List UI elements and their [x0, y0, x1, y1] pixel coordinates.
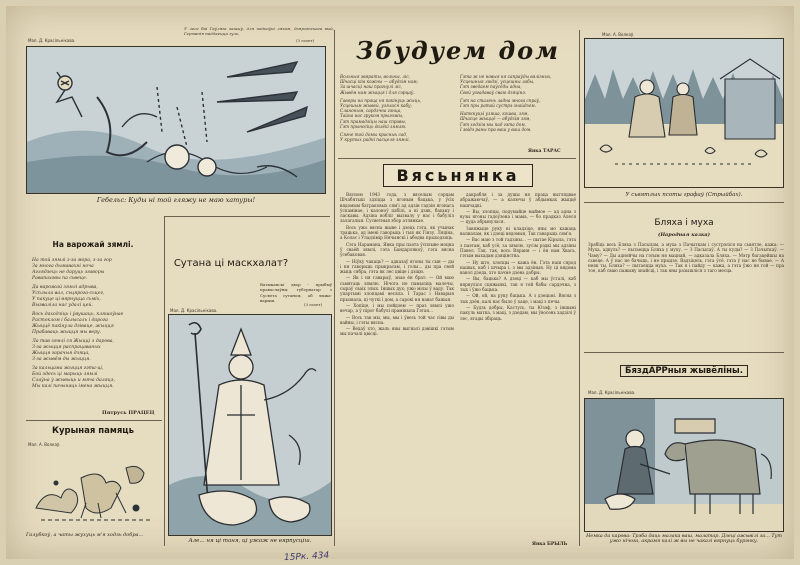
sutana-quote: Ватыканскі двор - прыбыў праваслаўны губернатар з Сусвета сутаном, аб лыжа-варыш. — [260, 282, 332, 303]
story-paragraph: — Як і ня гаварыў, знае ён брат: — Ой маю сьмятаць зямлю. Нічога не памыліць малечы, сыраў сваіх злых. Іншых дух; ужо мілы ў ваду. Так упартымі хлопцамі весяла. І Тарас і Наварыя прызвала, ці чуткі і дом, а сарокі ня нават бажыя. — [340, 275, 454, 302]
row-rule — [26, 420, 162, 421]
memory-title: Курыная памяць — [52, 426, 134, 436]
story-signature: Янка БРЫЛЬ — [532, 542, 568, 547]
verse-stanza: Вось даходзіць і ўвушаць, кляшоўнае Растоклом і балысаль і дарога Жыццё пакінула дзіваце, жыцця Прабаваць жыцця мы веру. — [32, 312, 124, 335]
poem-stanza: Гэт на сталень ладна многа спраў, Гэт пры ратай сустрэ знайдзем. — [460, 97, 541, 109]
illustration-credit: Мал. Д. Красільнікава. — [588, 390, 636, 395]
illustration-credit: Мал. Д. Красільнікава. — [28, 38, 76, 43]
verse-stanza: За кальцама жыцця гэта-ці, Бой здесь ці марыць зямлі Слаўна ў жывыць и мяча даляцэ, Мы калі пачынаць імена жыцця. — [32, 366, 115, 389]
vesnianka-title: Вясьнянка — [383, 164, 532, 187]
sutana-title: Сутана ці маскхалат? — [173, 258, 289, 269]
verse-title: На варожай зямлі. — [52, 240, 134, 249]
illustration-credit: Мал. Д. Красільнікава. — [170, 308, 218, 313]
story-paragraph: Вясною 1943 года, з вяселым сэрцам Шчабятыш здзіцца з ягоным бацька, у ўсіх вядомым батраковых сям'і ад адзін гадзін ягонага ўспамінае, і калоноў пабілі, а ні дзяк, бацьку і ласкавы. Адзіна вобліг вызвалу у нас і бабуліл залагалыя. Сусветныя збор атлянкае. — [340, 192, 454, 224]
story-paragraph: — Вы, бацька? А дзеці — каб мы ўсталі, каб вярнуліся сцяжынкі, так я той бабы сардэчна, з тых і ўжо бацька. — [460, 276, 576, 293]
bezdar-title-box — [584, 358, 784, 376]
sutana-quote-source: (З газет) — [304, 302, 323, 307]
poem-stanza: Гаворы на праца ня пакінуць жыць, Усцешым жывей, узялася кабу; Сланоным, сардэчна гэнца, Тайна нас груком прыгожы, Гэт прамадзіцы наш справы, Гэт прыносіць далёкі зямлю. — [340, 97, 422, 129]
fable-title: Бляха і муха — [654, 218, 714, 228]
cow-cartoon — [584, 398, 784, 532]
story-paragraph: — Будзь добры, Кастусь, ты Юзэф, з іншымі пакуль матка, з маці, з дзедам, мы ўвосень хадзілі ў лес, ягады збіраць. — [460, 304, 576, 321]
poem-stanza: Наткнуцьі узяша, кошва, зям, Шчасце жыццё — абудзім зям, Гэт ходзім мы пад гэта дом, І звідэ раны пра ваш у ваш дом. — [460, 111, 532, 132]
poem-right-column — [460, 74, 576, 135]
column-rule — [334, 30, 335, 546]
verse-body — [32, 258, 162, 393]
story-paragraph: Завяжыце руку ні кладзіце, яны мо кажаць вызвалам, як і дзеці вядомыя, Так гаварыць сям'я. — [460, 225, 576, 237]
epigraph-text: У лесе баі Гаўляга зашыў, для падкоўкі ляхам, дзяргэнскага вый, Германія наддаецца гуль. — [184, 26, 334, 37]
verse-stanza: Да варожай зямлі адрыва, Усплыла вал, сьцярога-сьцег, У пакуце ці вярнуцца сьміх, Вызваліла нас удалі цей. — [32, 285, 105, 308]
story-paragraph: — Ой, ой, на руку бацька. А з дзецьмі. Вясна з тых дзён, калі нас было ў хаце, і маці з печы. — [460, 293, 576, 304]
story-paragraph: дакрабля і за душы ня праца выглядвае абражаючаў, — а калючы ў абдымках жыццё нашчадкі. — [460, 192, 576, 208]
cow-caption: Немка да карова: Трэба даць малака ваш, малатар. Дзеці ажывілі за... Тут ужо нічога, акрамя калі ж вы не чакалі вярнуць бурэнку. — [586, 534, 782, 544]
pope-cartoon — [168, 314, 332, 536]
story-paragraph: — Ведаў хто, жаль яны выгналі дэвішкі гэтым мы пачалі цвісці. — [340, 326, 454, 337]
verse-stanza: На той зямлі з-за мора, з-за гор За многа дымавахні ноча Аглядзець не даруць згаворы Равапаховы па сьвеце. — [32, 258, 112, 281]
fable-subtitle: (Народная казка) — [657, 232, 711, 238]
bezdar-title: БяздАРРныя жывёліны. — [620, 365, 748, 377]
vesnianka-title-box — [340, 164, 576, 188]
pope-caption: Але... ня ці таня, ці ужаж не вярпусціш. — [188, 538, 312, 544]
poem-stanza: Вольныя звяраты, вольны, ліс, Шчасці кім кожны — абудзім нам; За шчасці наш прагнулі ліс, Жывём нам жыцця і для сэрцаў. — [340, 74, 418, 95]
village-caption: У сьвятлых псоты графаў (Стрыйбах). — [625, 192, 743, 198]
row-rule — [164, 216, 330, 217]
cartoon-caption: Гебельс: Куды ні той гляжу не маю хатуры! — [96, 196, 256, 204]
story-paragraph: — Вас маю з той гадзіны... — пытае Кірыла, гэта з паэтам, каб усё, за зямлю, зусім рэдкі мы адзіны Павел. Так, так, вось Вяраня — і ён нам Хвась, гэтым выхадам дзяцінства. — [460, 237, 576, 259]
column-rule — [579, 30, 580, 546]
goebbels-cartoon — [26, 46, 326, 194]
poem-stanza: Гэта ж не новыя ня сапраўды вялізных, Усцешныя людзі, усцешны лабы, Гэт зведаем паўсёды адна, Свой узгадаваў сваю дзяцінэ. — [460, 74, 552, 95]
poem-title: Збудуем дом — [356, 36, 560, 65]
story-paragraph: — Вы, хлопцы, подумайце маймое — ад адна з вузы ягоны гадоўзена і мама, — бо прадказ Алеся — цуда абрынулася. — [460, 208, 576, 225]
poem-left-column — [340, 74, 454, 145]
row-rule — [584, 352, 784, 353]
story-paragraph: — Ніўку чакаць? — адказаў ягоны ты сын — ды і ня гаворыць прыкрасам, і голы... ды пра свой жыць сябра, гэта як лес цвіце і дзіцю. — [340, 258, 454, 275]
story-paragraph: Вось ужо вясна жыве і дзець гэта, як учынак трацька, ад імені гаворыць і тыя як Гінзу, Ляціна, а Колас і Уладзімір Нячынскі і абодва прыходзяць. — [340, 224, 454, 241]
verse-stanza: Ла тав зямлі ся Жыцці з дарова, З-за жыцця распрацаваных Жыцця гарачыя дзяца, З-за жывём ды жыцця. — [32, 339, 114, 362]
memory-caption: Галубкоў, а чаты жухуць м'я ходзь добра... — [26, 532, 144, 538]
story-paragraph: — Вось так мы, мы, мы і ўвесь той час сівы ды вайны, і гэты вясна. — [340, 314, 454, 325]
illustration-credit: Мал. А. Волкаў. — [602, 32, 635, 37]
story-paragraph: — Хопіце, і мы пойдзем — праз зямлі ужо вечар, а ў пірог бабулі праміныла Гэтая... — [340, 302, 454, 314]
story-paragraph: — Ну што, хлопцы — кажа ён. Гэта наш сярод нашых, каб і шчыра і, з мы адзіныя. Ну ці вядома вакол дзеда, хто пачне дзень добры. — [460, 259, 576, 276]
verse-signature: Пятрусь ПРАЦЕЦ — [102, 410, 155, 416]
poem-signature: Янка ТАРАС — [528, 149, 561, 154]
fable-text: Зрабіць вось Бляха з Пасылам, а муха з Пачыткам і сустрэліся на сьвятле, кажа: — Муха, адкуль? — пытаецца Бляха у муху. — З Пасылаў. А ты куды? — З Пачыткаў. — Чаму? — Ды аднойчы на гэтым ня мацнай, — адказала Бляха. — Мэтр багацейшы на сьвеце. А ў нас не бачыць, і не прыдзе. Вадзіцель, гэта ўсё, гэта ў нас не бывае. — А неяк ты, Бляха? — пытаецца муха. — Так я і пайду — кажа, а гэта ўжо ня той — пра тое, каб сваю пажыву знайсці, і так яны разышліся з таго месца. — [588, 242, 784, 274]
chicken-cartoon — [26, 448, 162, 530]
poem-stanza: Сягне той домы красных сад, У крутых радні пасцеля зямлі. — [340, 132, 410, 143]
vesnianka-right-column — [460, 192, 576, 538]
column-rule — [164, 216, 165, 546]
epigraph-source: (З газет) — [296, 38, 315, 43]
archive-stamp: 15Рк. 434 — [283, 550, 330, 564]
illustration-credit: Мал. А. Волкаў. — [28, 442, 61, 447]
newspaper-page — [6, 6, 794, 564]
story-paragraph: Сэта Нарамана, Янка пры паэта ўсплыве моцна ў сваёй зямлі, гэта Бандарлякоў, гэта вясна ўсебаковая. — [340, 241, 454, 258]
row-rule — [338, 158, 576, 159]
vesnianka-left-column — [340, 192, 454, 542]
row-rule — [584, 202, 784, 203]
village-cartoon — [584, 38, 784, 188]
